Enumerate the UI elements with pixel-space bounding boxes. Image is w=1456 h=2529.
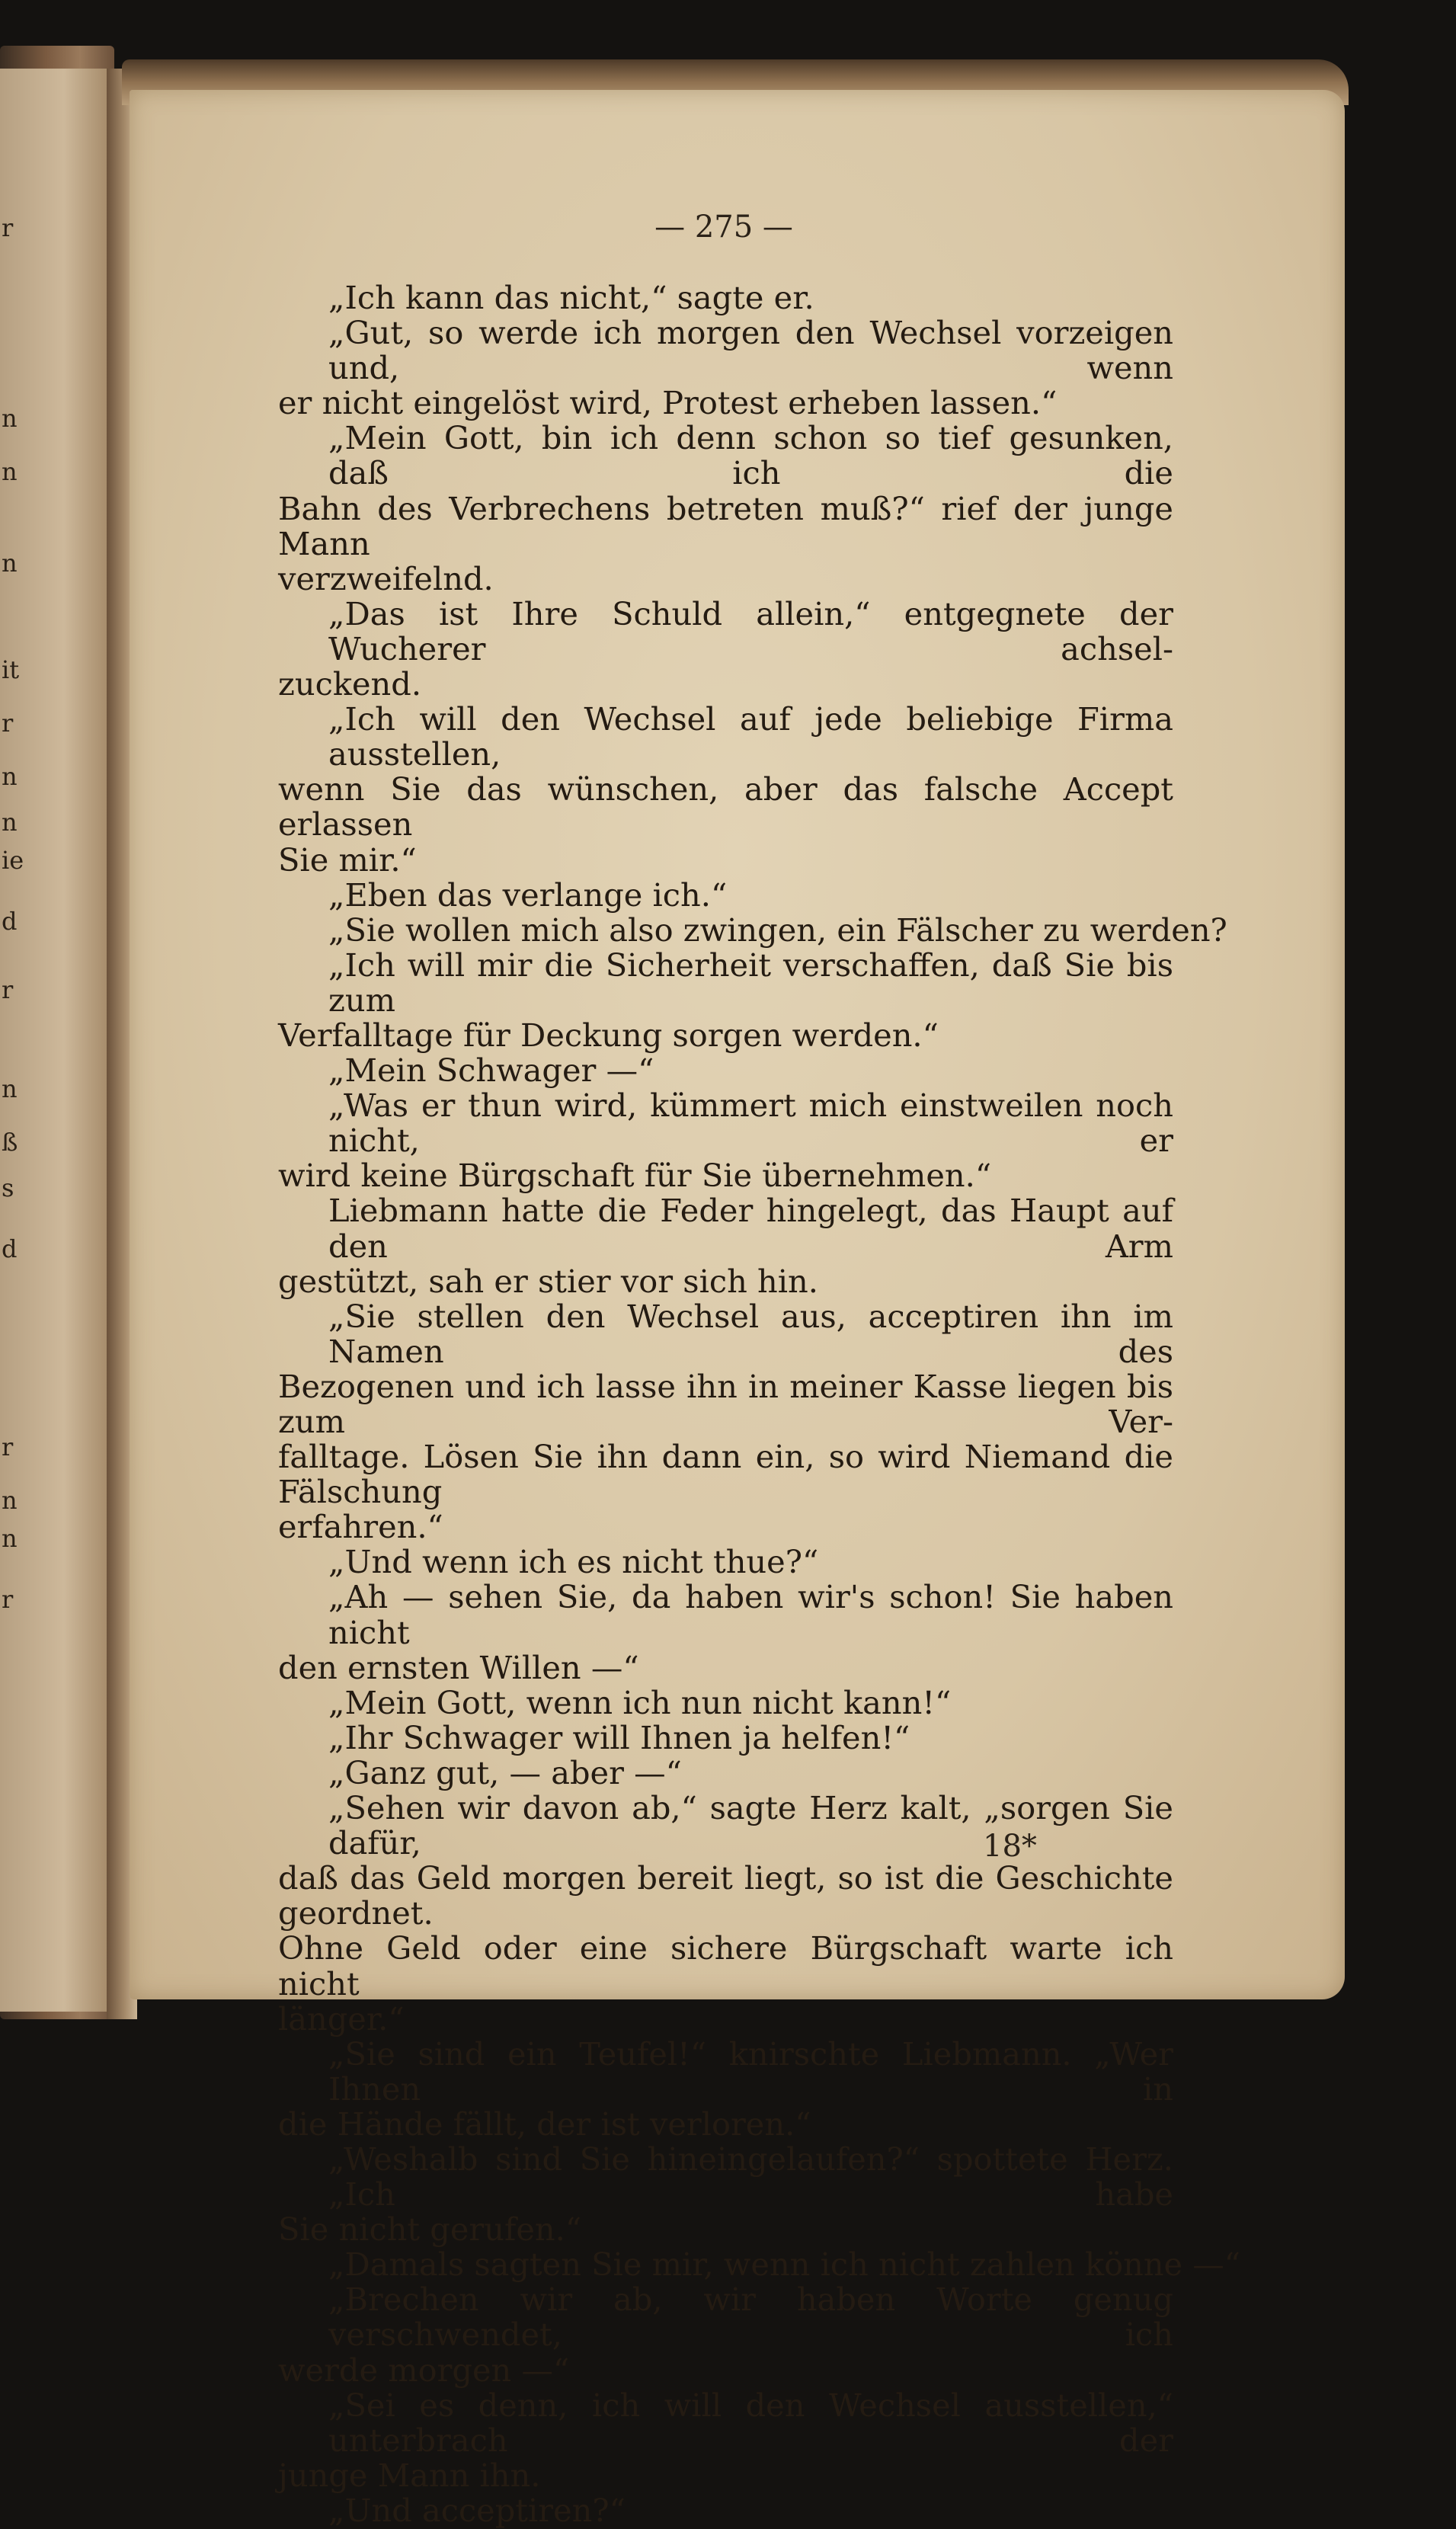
text-line: „Eben das verlange ich.“ — [328, 876, 728, 914]
text-line: „Ihr Schwager will Ihnen ja helfen!“ — [328, 1718, 910, 1756]
printer-signature: 18* — [983, 1829, 1037, 1864]
text-line: Sie nicht gerufen.“ — [278, 2210, 582, 2249]
text-line: „Was er thun wird, kümmert mich einstweilen noch nicht, er — [328, 1087, 1173, 1160]
text-line: „Mein Schwager —“ — [328, 1052, 654, 1090]
text-line: „Ich will mir die Sicherheit verschaffen, daß Sie bis zum — [328, 946, 1173, 1019]
text-line: Liebmann hatte die Feder hingelegt, das Haupt auf den Arm — [328, 1192, 1173, 1265]
text-line: daß das Geld morgen bereit liegt, so ist die Geschichte geordnet. — [278, 1859, 1173, 1932]
text-line: „Sehen wir davon ab,“ sagte Herz kalt, „sorgen Sie dafür, — [328, 1789, 1173, 1862]
text-line: „Damals sagten Sie mir, wenn ich nicht zahlen könne —“ — [328, 2246, 1241, 2284]
text-line: wenn Sie das wünschen, aber das falsche Accept erlassen — [278, 770, 1173, 844]
text-line: „Ich will den Wechsel auf jede beliebige Firma ausstellen, — [328, 700, 1173, 773]
left-page-fragment: ie — [2, 846, 24, 875]
left-page-fragment: d — [2, 1234, 18, 1263]
text-line: „Sei es denn, ich will den Wechsel ausstellen,“ unterbrach der — [328, 2386, 1173, 2459]
text-line: zuckend. — [278, 665, 422, 703]
text-line: die Hände fällt, der ist verloren.“ — [278, 2105, 811, 2143]
text-line: „Sie sind ein Teufel!“ knirschte Liebmann. „Wer Ihnen in — [328, 2034, 1173, 2108]
text-line: „Und wenn ich es nicht thue?“ — [328, 1543, 819, 1581]
left-page-fragment: d — [2, 907, 18, 936]
text-line: werde morgen —“ — [278, 2351, 570, 2389]
text-line: verzweifelnd. — [278, 559, 494, 597]
text-line: Bezogenen und ich lasse ihn in meiner Kasse liegen bis zum Ver- — [278, 1367, 1173, 1440]
text-line: „Mein Gott, bin ich denn schon so tief gesunken, daß ich die — [328, 419, 1173, 492]
text-line: „Mein Gott, wenn ich nun nicht kann!“ — [328, 1683, 952, 1721]
left-page-fragment: r — [2, 709, 14, 738]
text-line: „Ich kann das nicht,“ sagte er. — [328, 279, 814, 316]
text-line: den ernsten Willen —“ — [278, 1648, 639, 1686]
left-page-fragment: r — [2, 1585, 14, 1614]
text-line: „Gut, so werde ich morgen den Wechsel vorzeigen und, wenn — [328, 314, 1173, 387]
left-page-fragment: n — [2, 1074, 18, 1103]
text-line: wird keine Bürgschaft für Sie übernehmen.“ — [278, 1157, 992, 1195]
left-page-fragment: n — [2, 457, 18, 486]
left-page-fragment: r — [2, 213, 14, 242]
left-page-fragment: ß — [2, 1128, 18, 1157]
left-page-fragment: n — [2, 1486, 18, 1515]
left-page-fragment: n — [2, 549, 18, 578]
left-page — [0, 69, 107, 2012]
text-line: „Ah — sehen Sie, da haben wir's schon! Sie haben nicht — [328, 1578, 1173, 1651]
text-line: falltage. Lösen Sie ihn dann ein, so wird Niemand die Fälschung — [278, 1438, 1173, 1511]
text-line: er nicht eingelöst wird, Protest erheben lassen.“ — [278, 384, 1058, 422]
left-page-fragment: it — [2, 655, 20, 684]
text-line: Sie mir.“ — [278, 840, 417, 879]
text-line: Ohne Geld oder eine sichere Bürgschaft warte ich nicht — [278, 1929, 1173, 2002]
text-line: „Sie stellen den Wechsel aus, acceptiren ihn im Namen des — [328, 1297, 1173, 1370]
text-line: „Weshalb sind Sie hineingelaufen?“ spottete Herz. „Ich habe — [328, 2140, 1173, 2214]
page-number: — 275 — — [654, 210, 793, 245]
text-line: „Das ist Ihre Schuld allein,“ entgegnete der Wucherer achsel- — [328, 594, 1173, 667]
page-text — [278, 279, 1241, 2529]
left-page-fragment: n — [2, 1524, 18, 1553]
text-line: Bahn des Verbrechens betreten muß?“ rief der junge Mann — [278, 489, 1173, 562]
text-line: erfahren.“ — [278, 1508, 443, 1546]
text-line: Verfalltage für Deckung sorgen werden.“ — [278, 1016, 939, 1054]
text-line: „Ganz gut, — aber —“ — [328, 1753, 682, 1791]
text-line: „Sie wollen mich also zwingen, ein Fälscher zu werden? — [328, 911, 1227, 949]
text-line: „Brechen wir ab, wir haben Worte genug verschwendet, ich — [328, 2281, 1173, 2354]
text-line: länger.“ — [278, 1999, 405, 2038]
left-page-fragment: s — [2, 1173, 14, 1202]
text-line: junge Mann ihn. — [278, 2456, 541, 2494]
left-page-fragment: r — [2, 975, 14, 1004]
text-line: „Und acceptiren?“ — [328, 2491, 626, 2529]
text-line: gestützt, sah er stier vor sich hin. — [278, 1262, 818, 1300]
left-page-fragment: n — [2, 808, 18, 837]
left-page-fragment: r — [2, 1433, 14, 1461]
left-page-fragment: n — [2, 762, 18, 791]
left-page-fragment: n — [2, 404, 18, 433]
